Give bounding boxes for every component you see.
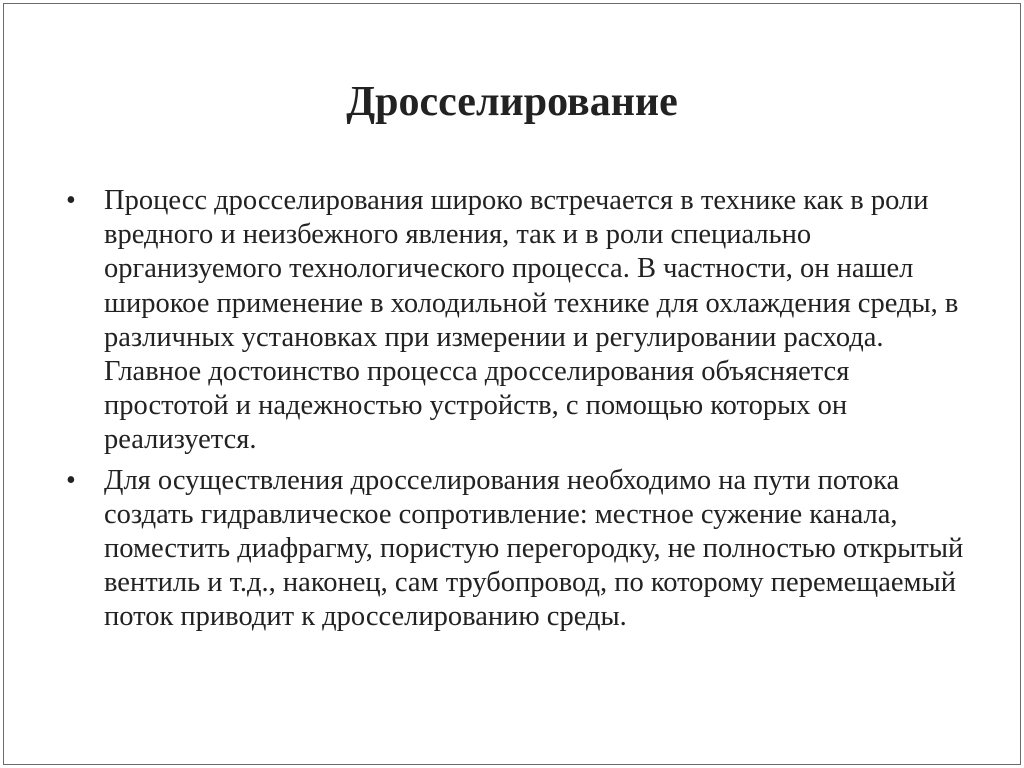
bullet-text-1: Процесс дросселирования широко встречается в технике как в роли вредного и неизбежного явления, так и в роли специально организуемого технологического процесса. В частности, он нашел широкое применение в холодильной технике для охлаждения среды, в различных установках при измерении и регулировании расхода. Главное достоинство процесса дросселирования объясняется простотой и надежностью устройств, с помощью которых он реализуется.: [104, 185, 959, 456]
bullet-text-2: Для осуществления дросселирования необходимо на пути потока создать гидравлическое сопротивление: местное сужение канала, поместить диафрагму, пористую перегородку, не полностью открытый вентиль и т.д., наконец, сам трубопровод, по которому перемещаемый поток приводит к дросселированию среды.: [104, 464, 964, 633]
bullet-item-1: [66, 184, 966, 458]
bullet-list: [66, 184, 966, 641]
bullet-dot-icon: •: [66, 464, 76, 496]
slide: [3, 3, 1021, 765]
bullet-dot-icon: •: [66, 185, 76, 216]
slide-title: Дросселирование: [346, 79, 678, 125]
bullet-item-2: [66, 464, 966, 635]
